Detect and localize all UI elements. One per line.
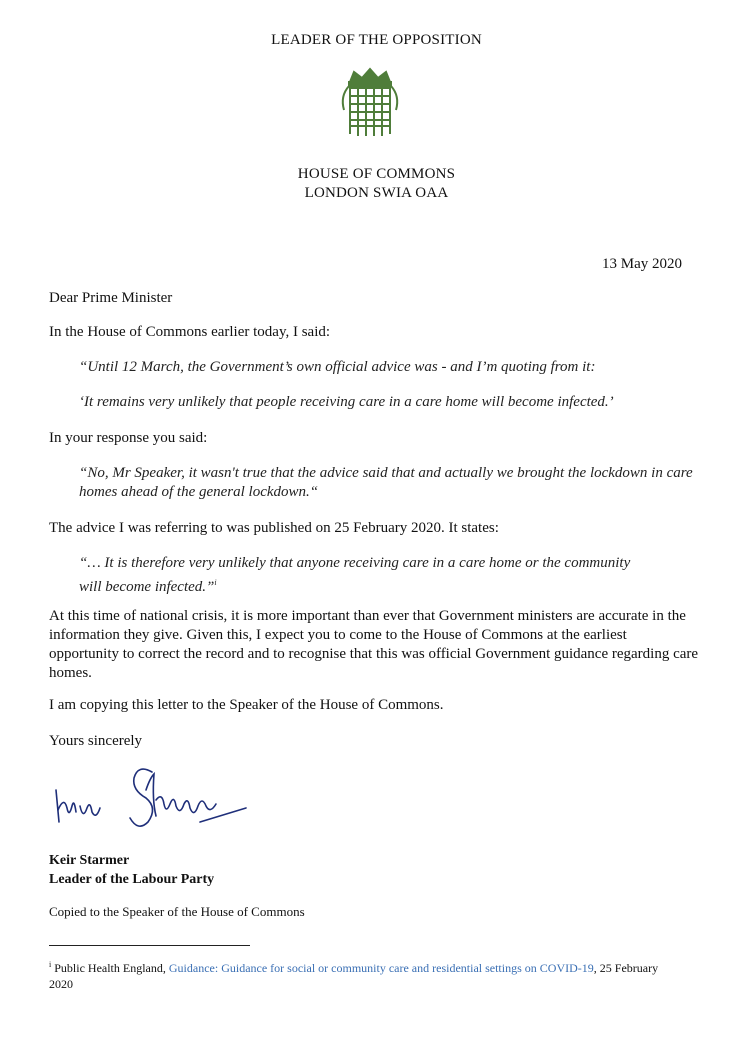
letter-date: 13 May 2020 xyxy=(602,256,682,272)
paragraph-4: At this time of national crisis, it is more important than ever that Government ministers are accurate in the information they give. Given this, I expect you to come to the House of Commons at the earliest opportunity to correct the record and to recognise that this was official Government guidance regarding care homes. xyxy=(49,608,699,681)
footnote-marker: i xyxy=(49,960,52,969)
portcullis-icon xyxy=(336,66,404,138)
footnote-link[interactable]: Guidance: Guidance for social or community care and residential settings on COVID-19 xyxy=(168,961,594,975)
address-line-2: LONDON SWIA OAA xyxy=(304,185,449,201)
paragraph-1: In the House of Commons earlier today, I said: xyxy=(49,324,331,340)
quote-4-text: “… It is therefore very unlikely that anyone receiving care in a care home or the community will become infected.” xyxy=(79,555,631,595)
address-line-1: HOUSE OF COMMONS xyxy=(297,166,456,182)
letterhead-title: LEADER OF THE OPPOSITION xyxy=(271,32,482,48)
quote-2: ‘It remains very unlikely that people receiving care in a care home will become infected.’ xyxy=(79,394,614,410)
footnote-suffix: , 25 February 2020 xyxy=(49,961,659,991)
salutation: Dear Prime Minister xyxy=(49,290,173,306)
quote-3: “No, Mr Speaker, it wasn't true that the advice said that and actually we brought the lockdown in care homes ahead of the general lockdown.“ xyxy=(79,465,693,500)
footnote-divider xyxy=(49,945,250,946)
paragraph-2: In your response you said: xyxy=(49,430,208,446)
signatory-role: Leader of the Labour Party xyxy=(49,872,215,887)
footnote-source: Public Health England, xyxy=(54,961,169,975)
closing: Yours sincerely xyxy=(49,733,143,749)
paragraph-5: I am copying this letter to the Speaker of the House of Commons. xyxy=(49,697,444,713)
footnote xyxy=(49,957,679,992)
paragraph-3: The advice I was referring to was published on 25 February 2020. It states: xyxy=(49,520,499,536)
quote-1: “Until 12 March, the Government’s own official advice was - and I’m quoting from it: xyxy=(79,359,596,375)
footnote-ref[interactable]: i xyxy=(214,578,217,587)
signatory-name: Keir Starmer xyxy=(49,853,130,868)
signature-image xyxy=(50,760,260,840)
quote-4 xyxy=(79,554,639,597)
copied-to: Copied to the Speaker of the House of Commons xyxy=(49,904,305,919)
